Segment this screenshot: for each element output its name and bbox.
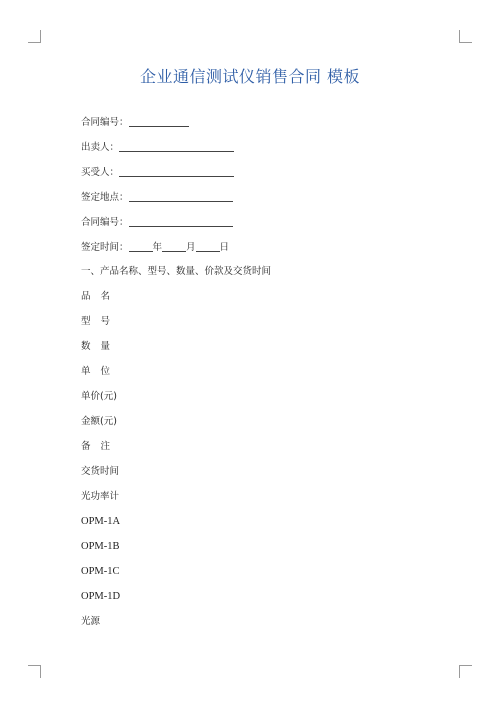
contract-number-blank-2 xyxy=(129,216,233,227)
item-power-meter: 光功率计 xyxy=(81,491,120,502)
item-quantity: 数量 xyxy=(81,341,121,352)
contract-number-blank xyxy=(129,116,189,127)
seller-line xyxy=(81,141,234,154)
sign-place-blank xyxy=(129,191,233,202)
contract-number-label: 合同编号： xyxy=(81,117,129,128)
item-delivery-time: 交货时间 xyxy=(81,466,120,477)
section-heading-1: 一、产品名称、型号、数量、价款及交货时间 xyxy=(81,266,272,277)
seller-label: 出卖人： xyxy=(81,142,120,153)
item-opm-1b: OPM-1B xyxy=(81,541,120,552)
item-product-name: 品名 xyxy=(81,291,121,302)
month-label: 月 xyxy=(186,242,196,253)
item-opm-1a: OPM-1A xyxy=(81,516,121,527)
contract-number-line-2 xyxy=(81,216,233,229)
crop-mark-bottom-left xyxy=(28,665,41,678)
contract-number-line xyxy=(81,116,189,129)
item-opm-1d: OPM-1D xyxy=(81,591,121,602)
item-remark: 备注 xyxy=(81,441,121,452)
crop-mark-top-left xyxy=(28,30,41,43)
item-model: 型号 xyxy=(81,316,121,327)
item-unit-price: 单价(元) xyxy=(81,391,117,402)
sign-time-label: 签定时间： xyxy=(81,242,129,253)
day-label: 日 xyxy=(219,242,230,253)
crop-mark-bottom-right xyxy=(459,665,472,678)
item-light-source: 光源 xyxy=(81,616,101,627)
year-label: 年 xyxy=(152,242,163,253)
year-blank xyxy=(129,241,153,252)
crop-mark-top-right xyxy=(459,30,472,43)
sign-time-line xyxy=(81,241,229,254)
document-title: 企业通信测试仪销售合同 模板 xyxy=(139,67,361,86)
item-unit: 单位 xyxy=(81,366,121,377)
buyer-line xyxy=(81,166,234,179)
month-blank xyxy=(162,241,186,252)
contract-number-label-2: 合同编号： xyxy=(81,217,129,228)
item-amount: 金额(元) xyxy=(81,416,117,427)
seller-blank xyxy=(119,141,234,152)
buyer-label: 买受人： xyxy=(81,167,120,178)
sign-place-label: 签定地点： xyxy=(81,192,129,203)
item-opm-1c: OPM-1C xyxy=(81,566,120,577)
day-blank xyxy=(196,241,220,252)
sign-place-line xyxy=(81,191,233,204)
buyer-blank xyxy=(119,166,234,177)
